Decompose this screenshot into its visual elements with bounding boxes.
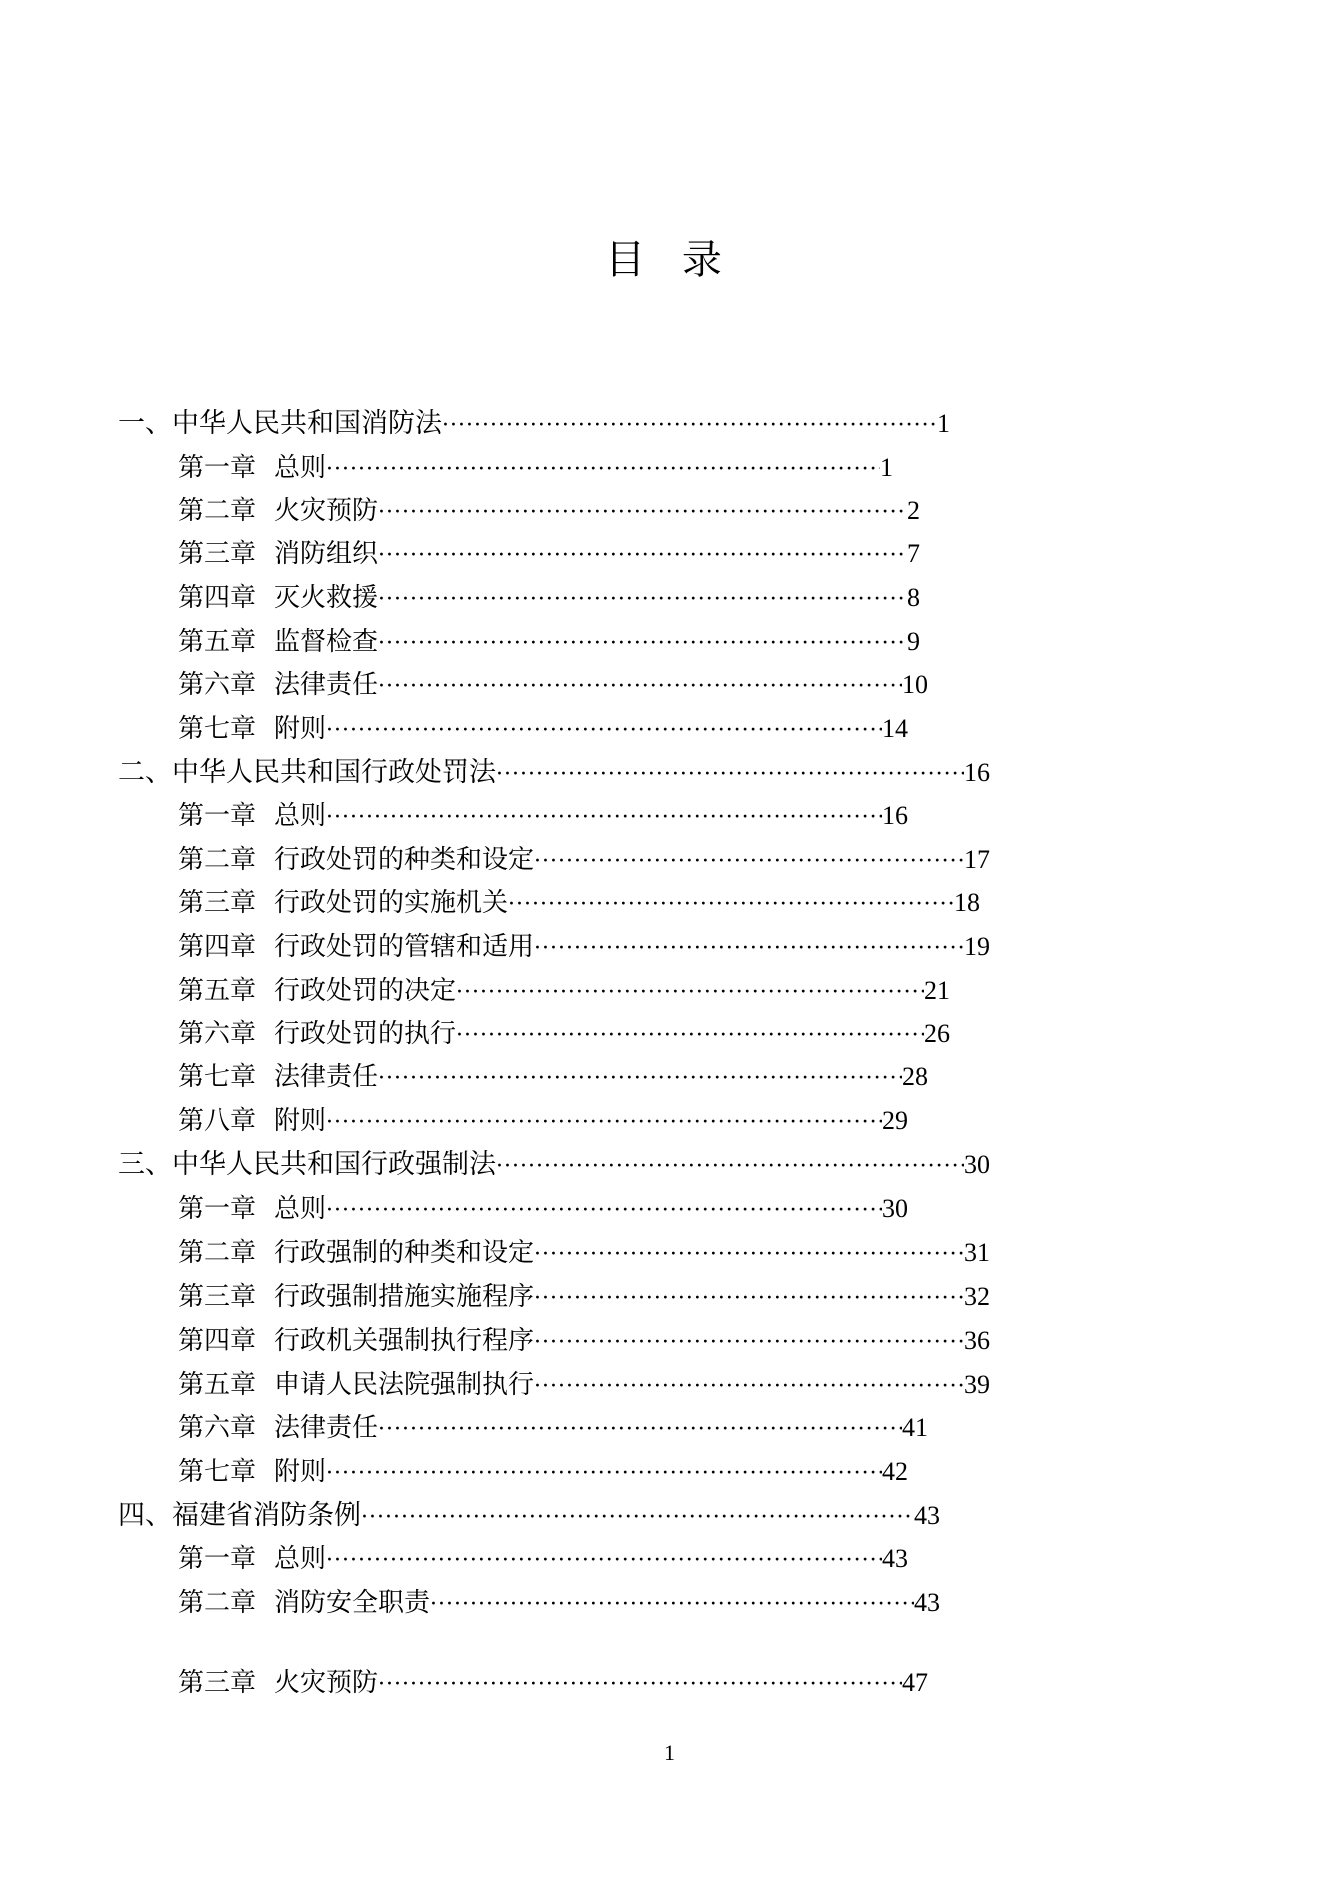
toc-part-entry[interactable] — [118, 1145, 990, 1185]
toc-dot-leader — [378, 580, 907, 618]
toc-entry-title: 二、中华人民共和国行政处罚法 — [118, 757, 496, 788]
toc-dot-leader — [508, 885, 954, 923]
toc-page-number: 2 — [907, 496, 920, 525]
toc-chapter-number: 第五章 — [178, 1370, 257, 1400]
toc-page-number: 1 — [937, 409, 950, 438]
toc-entry-title: 三、中华人民共和国行政强制法 — [118, 1149, 496, 1180]
toc-chapter-number: 第八章 — [178, 1106, 257, 1136]
toc-chapter-number: 第一章 — [178, 453, 257, 483]
toc-chapter-entry[interactable] — [178, 1014, 950, 1054]
toc-chapter-entry[interactable] — [178, 1408, 928, 1448]
toc-dot-leader — [361, 1498, 914, 1536]
toc-chapter-number: 第六章 — [178, 670, 257, 700]
toc-entry-title: 总则 — [274, 453, 327, 483]
toc-dot-leader — [534, 1235, 964, 1273]
toc-chapter-entry[interactable] — [178, 622, 920, 662]
toc-chapter-entry[interactable] — [178, 1057, 928, 1097]
toc-entry-title: 法律责任 — [274, 1062, 379, 1092]
toc-page-number: 1 — [880, 453, 893, 482]
toc-dot-leader — [534, 1279, 964, 1317]
toc-chapter-number: 第三章 — [178, 539, 257, 569]
toc-page-number: 32 — [964, 1282, 990, 1311]
toc-chapter-number: 第七章 — [178, 714, 257, 744]
toc-page-number: 31 — [964, 1238, 990, 1267]
toc-entry-title: 行政处罚的管辖和适用 — [274, 932, 535, 962]
toc-chapter-number: 第五章 — [178, 976, 257, 1006]
toc-dot-leader — [534, 1323, 964, 1361]
toc-dot-leader — [326, 1454, 882, 1492]
toc-dot-leader — [430, 1585, 914, 1623]
toc-dot-leader — [326, 711, 882, 749]
toc-chapter-entry[interactable] — [178, 1663, 928, 1703]
toc-entry-title: 总则 — [274, 1194, 327, 1224]
toc-dot-leader — [326, 1103, 882, 1141]
page-number: 1 — [664, 1740, 675, 1765]
toc-chapter-number: 第六章 — [178, 1413, 257, 1443]
toc-chapter-entry[interactable] — [178, 665, 928, 705]
toc-chapter-number: 第四章 — [178, 583, 257, 613]
toc-page-number: 14 — [882, 714, 908, 743]
toc-chapter-number: 第三章 — [178, 888, 257, 918]
toc-chapter-number: 第四章 — [178, 1326, 257, 1356]
toc-entry-title: 火灾预防 — [274, 496, 379, 526]
toc-chapter-entry[interactable] — [178, 491, 920, 531]
toc-entry-title: 消防安全职责 — [274, 1588, 431, 1618]
toc-dot-leader — [326, 1191, 882, 1229]
toc-page-number: 39 — [964, 1370, 990, 1399]
toc-entry-title: 附则 — [274, 1106, 327, 1136]
toc-entry-title: 行政处罚的实施机关 — [274, 888, 509, 918]
toc-part-entry[interactable] — [118, 1496, 940, 1536]
page-title: 目 录 — [605, 237, 734, 283]
toc-dot-leader — [456, 973, 924, 1011]
toc-page-number: 26 — [924, 1019, 950, 1048]
toc-page-number: 18 — [954, 888, 980, 917]
toc-dot-leader — [534, 842, 964, 880]
toc-chapter-number: 第五章 — [178, 627, 257, 657]
toc-page-number: 16 — [882, 801, 908, 830]
toc-dot-leader — [378, 1665, 902, 1703]
toc-dot-leader — [378, 536, 907, 574]
toc-entry-title: 四、福建省消防条例 — [118, 1500, 361, 1531]
toc-page-number: 47 — [902, 1668, 928, 1697]
toc-dot-leader — [326, 1541, 882, 1579]
toc-chapter-number: 第三章 — [178, 1282, 257, 1312]
toc-page-number: 28 — [902, 1062, 928, 1091]
toc-chapter-number: 第四章 — [178, 932, 257, 962]
toc-part-entry[interactable] — [118, 753, 990, 793]
toc-page-number: 36 — [964, 1326, 990, 1355]
toc-chapter-entry[interactable] — [178, 709, 908, 749]
toc-page-number: 16 — [964, 758, 990, 787]
toc-page-number: 8 — [907, 583, 920, 612]
toc-entry-title: 法律责任 — [274, 670, 379, 700]
toc-entry-title: 总则 — [274, 801, 327, 831]
toc-chapter-entry[interactable] — [178, 840, 990, 880]
toc-chapter-number: 第二章 — [178, 845, 257, 875]
toc-chapter-entry[interactable] — [178, 796, 908, 836]
toc-chapter-entry[interactable] — [178, 578, 920, 618]
toc-entry-title: 行政机关强制执行程序 — [274, 1326, 535, 1356]
toc-entry-title: 行政处罚的执行 — [274, 1019, 457, 1049]
toc-page-number: 42 — [882, 1457, 908, 1486]
toc-entry-title: 火灾预防 — [274, 1668, 379, 1698]
toc-page-number: 19 — [964, 932, 990, 961]
toc-dot-leader — [496, 1147, 964, 1185]
toc-dot-leader — [326, 450, 880, 488]
toc-entry-title: 行政处罚的种类和设定 — [274, 845, 535, 875]
toc-chapter-number: 第一章 — [178, 1544, 257, 1574]
toc-chapter-number: 第二章 — [178, 1238, 257, 1268]
toc-page-number: 43 — [914, 1588, 940, 1617]
toc-chapter-entry[interactable] — [178, 971, 950, 1011]
toc-page-number: 30 — [964, 1150, 990, 1179]
toc-entry-title: 消防组织 — [274, 539, 379, 569]
toc-chapter-number: 第一章 — [178, 801, 257, 831]
toc-entry-title: 行政处罚的决定 — [274, 976, 457, 1006]
toc-chapter-entry[interactable] — [178, 534, 920, 574]
toc-chapter-entry[interactable] — [178, 927, 990, 967]
toc-entry-title: 附则 — [274, 1457, 327, 1487]
toc-entry-title: 附则 — [274, 714, 327, 744]
toc-chapter-entry[interactable] — [178, 1233, 990, 1273]
toc-page-number: 43 — [914, 1501, 940, 1530]
toc-entry-title: 申请人民法院强制执行 — [274, 1370, 535, 1400]
toc-dot-leader — [378, 1059, 902, 1097]
toc-dot-leader — [442, 406, 937, 444]
toc-chapter-entry[interactable] — [178, 448, 893, 488]
toc-chapter-entry[interactable] — [178, 1583, 940, 1623]
toc-dot-leader — [456, 1016, 924, 1054]
toc-dot-leader — [534, 1367, 964, 1405]
toc-chapter-number: 第二章 — [178, 1588, 257, 1618]
toc-entry-title: 行政强制措施实施程序 — [274, 1282, 535, 1312]
toc-dot-leader — [496, 755, 964, 793]
toc-entry-title: 灭火救援 — [274, 583, 379, 613]
toc-chapter-entry[interactable] — [178, 883, 980, 923]
toc-entry-title: 一、中华人民共和国消防法 — [118, 408, 442, 439]
toc-chapter-entry[interactable] — [178, 1321, 990, 1361]
toc-page-number: 10 — [902, 670, 928, 699]
toc-page-number: 29 — [882, 1106, 908, 1135]
toc-entry-title: 法律责任 — [274, 1413, 379, 1443]
toc-chapter-number: 第一章 — [178, 1194, 257, 1224]
toc-page-number: 30 — [882, 1194, 908, 1223]
toc-chapter-entry[interactable] — [178, 1365, 990, 1405]
toc-chapter-entry[interactable] — [178, 1101, 908, 1141]
toc-page-number: 9 — [907, 627, 920, 656]
toc-chapter-number: 第二章 — [178, 496, 257, 526]
toc-chapter-number: 第七章 — [178, 1457, 257, 1487]
toc-chapter-entry[interactable] — [178, 1452, 908, 1492]
toc-chapter-number: 第三章 — [178, 1668, 257, 1698]
toc-page-number: 21 — [924, 976, 950, 1005]
toc-dot-leader — [326, 798, 882, 836]
toc-dot-leader — [534, 929, 964, 967]
toc-dot-leader — [378, 1410, 902, 1448]
toc-chapter-entry[interactable] — [178, 1189, 908, 1229]
toc-dot-leader — [378, 624, 907, 662]
toc-page-number: 41 — [902, 1413, 928, 1442]
toc-chapter-number: 第六章 — [178, 1019, 257, 1049]
toc-part-entry[interactable] — [118, 404, 950, 444]
toc-page-number: 43 — [882, 1544, 908, 1573]
toc-dot-leader — [378, 493, 907, 531]
toc-chapter-entry[interactable] — [178, 1277, 990, 1317]
toc-entry-title: 总则 — [274, 1544, 327, 1574]
toc-entry-title: 监督检查 — [274, 627, 379, 657]
toc-chapter-entry[interactable] — [178, 1539, 908, 1579]
toc-chapter-number: 第七章 — [178, 1062, 257, 1092]
toc-page-number: 7 — [907, 539, 920, 568]
toc-entry-title: 行政强制的种类和设定 — [274, 1238, 535, 1268]
toc-page-number: 17 — [964, 845, 990, 874]
toc-dot-leader — [378, 667, 902, 705]
